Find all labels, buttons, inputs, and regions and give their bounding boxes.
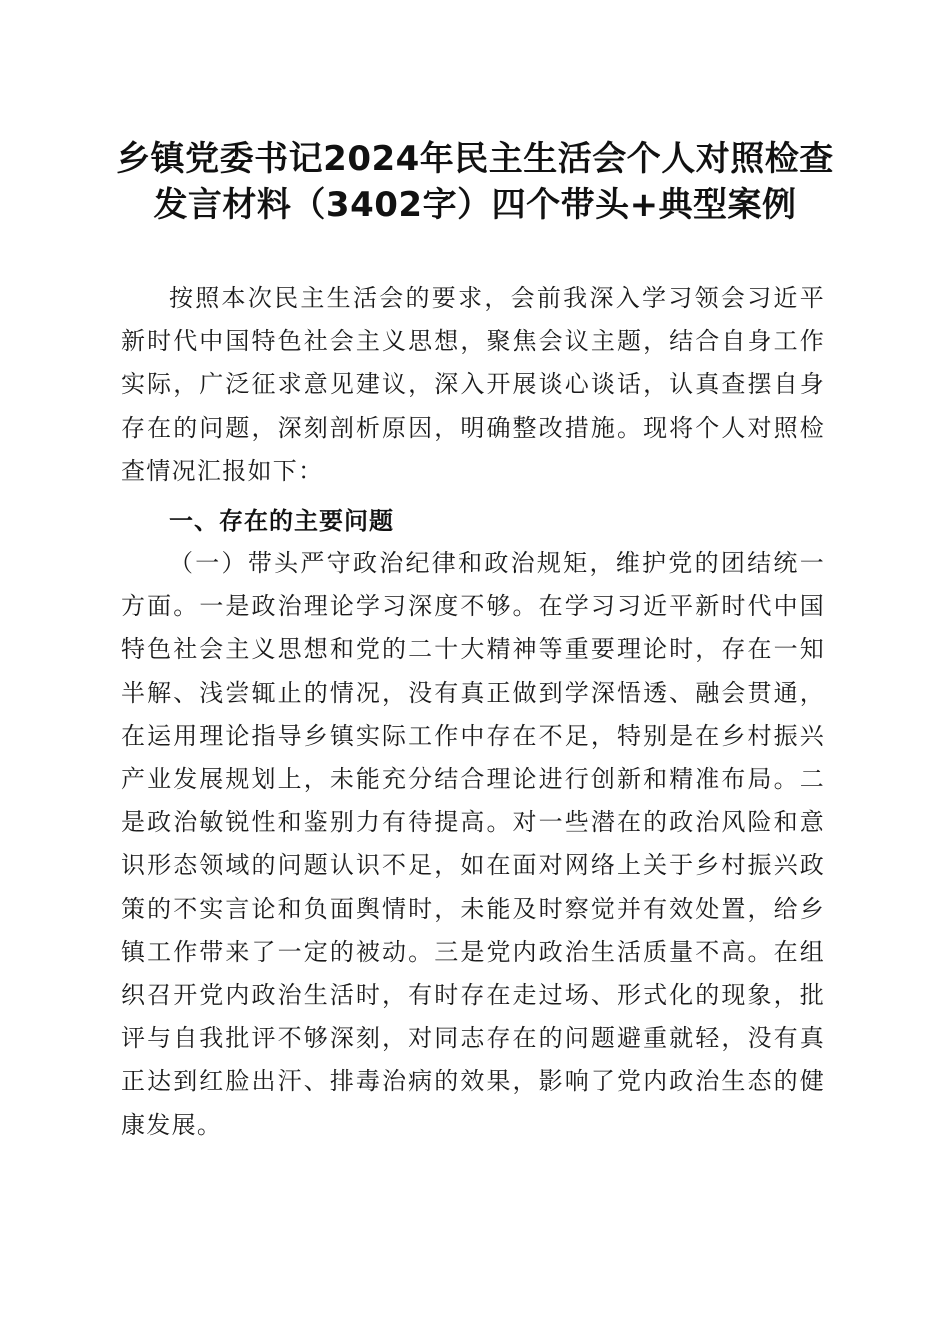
section-heading: 一、存在的主要问题 xyxy=(169,507,394,535)
intro-paragraph: 按照本次民主生活会的要求，会前我深入学习领会习近平新时代中国特色社会主义思想，聚焦会议主题，结合自身工作实际，广泛征求意见建议，深入开展谈心谈话，认真查摆自身存在的问题，深刻剖析原因，明确整改措施。现将个人对照检查情况汇报如下： xyxy=(121,284,825,485)
subsection-paragraph xyxy=(121,542,825,1147)
document-title: 乡镇党委书记2024年民主生活会个人对照检查发言材料（3402字）四个带头+典型案例 xyxy=(116,139,834,225)
subsection-body: 一是政治理论学习深度不够。在学习习近平新时代中国特色社会主义思想和党的二十大精神等重要理论时，存在一知半解、浅尝辄止的情况，没有真正做到学深悟透、融会贯通，在运用理论指导乡镇实际工作中存在不足，特别是在乡村振兴产业发展规划上，未能充分结合理论进行创新和精准布局。二是政治敏锐性和鉴别力有待提高。对一些潜在的政治风险和意识形态领域的问题认识不足，如在面对网络上关于乡村振兴政策的不实言论和负面舆情时，未能及时察觉并有效处置，给乡镇工作带来了一定的被动。三是党内政治生活质量不高。在组织召开党内政治生活时，有时存在走过场、形式化的现象，批评与自我批评不够深刻，对同志存在的问题避重就轻，没有真正达到红脸出汗、排毒治病的效果，影响了党内政治生态的健康发展。 xyxy=(121,592,825,1139)
subsection-heading: （一）带头严守政治纪律和政治规矩，维护党的团结统一方面。 xyxy=(121,549,825,621)
